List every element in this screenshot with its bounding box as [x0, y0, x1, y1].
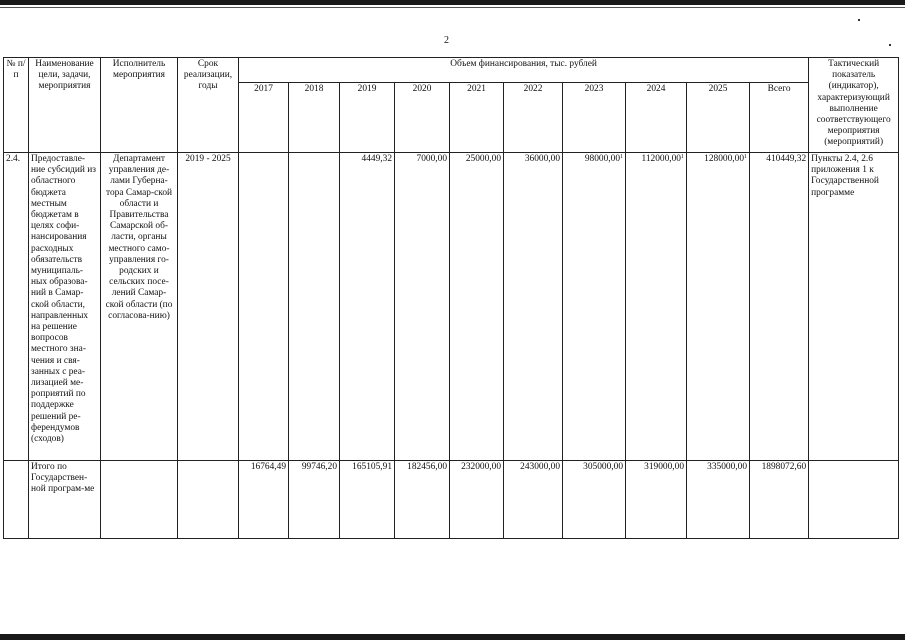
- header-term: Срок реализации, годы: [178, 58, 239, 153]
- header-name: Наименование цели, задачи, мероприятия: [29, 58, 101, 153]
- header-year: 2021: [450, 83, 504, 153]
- row-value: 7000,00: [395, 153, 450, 461]
- total-spacer: [178, 461, 239, 539]
- header-year: 2024: [626, 83, 687, 153]
- page-number: 2: [444, 35, 449, 46]
- total-value-grand: 1898072,60: [750, 461, 809, 539]
- total-row: [4, 461, 899, 539]
- row-executor: Департамент управления де-лами Губерна-тора Самар-ской области и Правительства Самарской об-ласти, органы местного само-управления го-родских и сельских посе-лений Самар-ской области (по согласова-нию): [101, 153, 178, 461]
- scan-speck: [889, 44, 891, 46]
- row-value: 128000,00: [704, 154, 744, 164]
- row-value: 36000,00: [504, 153, 563, 461]
- row-value-footnoted: [563, 153, 626, 461]
- total-spacer: [4, 461, 29, 539]
- total-value: 182456,00: [395, 461, 450, 539]
- total-value: 232000,00: [450, 461, 504, 539]
- footnote-mark: 1: [620, 154, 623, 160]
- header-year: 2018: [289, 83, 340, 153]
- top-border-band: [0, 0, 905, 5]
- row-value-footnoted: [687, 153, 750, 461]
- header-year: 2017: [239, 83, 289, 153]
- row-term: 2019 - 2025: [178, 153, 239, 461]
- row-indicator: Пункты 2.4, 2.6 приложения 1 к Государственной программе: [809, 153, 899, 461]
- scan-speck: [858, 19, 860, 21]
- row-value: 98000,00: [584, 154, 620, 164]
- row-value-footnoted: [626, 153, 687, 461]
- total-spacer: [809, 461, 899, 539]
- total-value: 319000,00: [626, 461, 687, 539]
- total-value: 99746,20: [289, 461, 340, 539]
- header-year: 2022: [504, 83, 563, 153]
- row-value: [289, 153, 340, 461]
- footnote-mark: 1: [744, 154, 747, 160]
- header-funding: Объем финансирования, тыс. рублей: [239, 58, 809, 83]
- total-spacer: [101, 461, 178, 539]
- header-year: 2020: [395, 83, 450, 153]
- row-value: [239, 153, 289, 461]
- header-num: № п/п: [4, 58, 29, 153]
- row-value: 112000,00: [641, 154, 681, 164]
- row-value: 25000,00: [450, 153, 504, 461]
- header-executor: Исполнитель мероприятия: [101, 58, 178, 153]
- footnote-mark: 1: [681, 154, 684, 160]
- total-label: Итого по Государствен-ной програм-ме: [29, 461, 101, 539]
- table-row: [4, 153, 899, 461]
- total-value: 165105,91: [340, 461, 395, 539]
- row-value-total: 410449,32: [750, 153, 809, 461]
- row-name: Предоставле-ние субсидий из областного бюджета местным бюджетам в целях софи-нансирования расходных обязательств муниципаль-ных образова-ний в Самар-ской области, направленных на решение вопросов местного зна-чения и свя-занных с реа-лизацией ме-роприятий по поддержке решений ре-ферендумов (сходов): [29, 153, 101, 461]
- row-value: 4449,32: [340, 153, 395, 461]
- row-num: 2.4.: [4, 153, 29, 461]
- header-year: 2025: [687, 83, 750, 153]
- total-value: 335000,00: [687, 461, 750, 539]
- top-border-line: [0, 7, 905, 8]
- funding-table: [3, 57, 899, 539]
- header-total: Всего: [750, 83, 809, 153]
- total-value: 16764,49: [239, 461, 289, 539]
- total-value: 243000,00: [504, 461, 563, 539]
- header-year: 2023: [563, 83, 626, 153]
- bottom-border-band: [0, 634, 905, 640]
- header-indicator: Тактический показатель (индикатор), характеризующий выполнение соответствующего мероприятия (мероприятий): [809, 58, 899, 153]
- header-year: 2019: [340, 83, 395, 153]
- total-value: 305000,00: [563, 461, 626, 539]
